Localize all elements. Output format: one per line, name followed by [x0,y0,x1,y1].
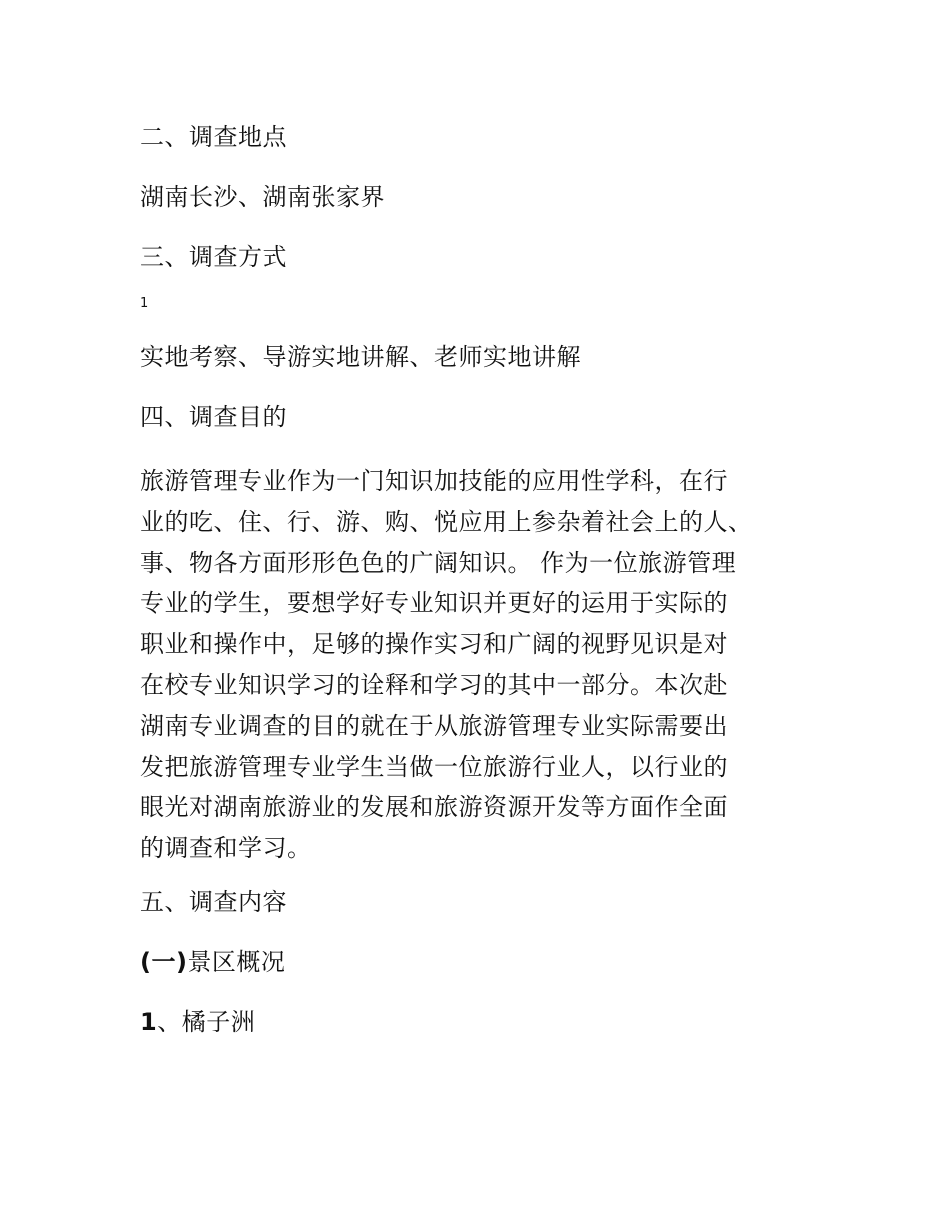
purpose-paragraph [140,461,805,869]
paragraph-line: 眼光对湖南旅游业的发展和旅游资源开发等方面作全面 [140,793,728,822]
subsection-heading-overview [140,947,285,977]
section-heading-purpose: 四、调查目的 [140,403,287,431]
paragraph-line: 业的吃、住、行、游、购、悦应用上参杂着社会上的人、 [140,507,753,536]
paragraph-line: 发把旅游管理专业学生当做一位旅游行业人，以行业的 [140,752,728,781]
item-heading-juzizhou [140,1007,255,1037]
paragraph-line: 事、物各方面形形色色的广阔知识。 作为一位旅游管理 [140,548,737,577]
paragraph-line: 湖南专业调查的目的就在于从旅游管理专业实际需要出 [140,711,728,740]
section-heading-content: 五、调查内容 [140,888,287,916]
method-text: 实地考察、导游实地讲解、老师实地讲解 [140,343,581,371]
paragraph-line: 的调查和学习。 [140,834,312,863]
section-heading-location: 二、调查地点 [140,123,287,151]
location-text: 湖南长沙、湖南张家界 [140,183,385,211]
subsection-title: 景区概况 [187,948,286,976]
section-heading-method: 三、调查方式 [140,243,287,271]
paragraph-line: 职业和操作中，足够的操作实习和广阔的视野见识是对 [140,630,728,659]
paragraph-line: 旅游管理专业作为一门知识加技能的应用性学科，在行 [140,467,728,495]
paragraph-line: 专业的学生，要想学好专业知识并更好的运用于实际的 [140,589,728,618]
item-number: 1 [140,1008,158,1036]
page-number: 1 [140,296,149,311]
subsection-number: (一) [140,948,188,976]
item-title: 、橘子洲 [157,1008,256,1036]
paragraph-line: 在校专业知识学习的诠释和学习的其中一部分。本次赴 [140,670,728,699]
